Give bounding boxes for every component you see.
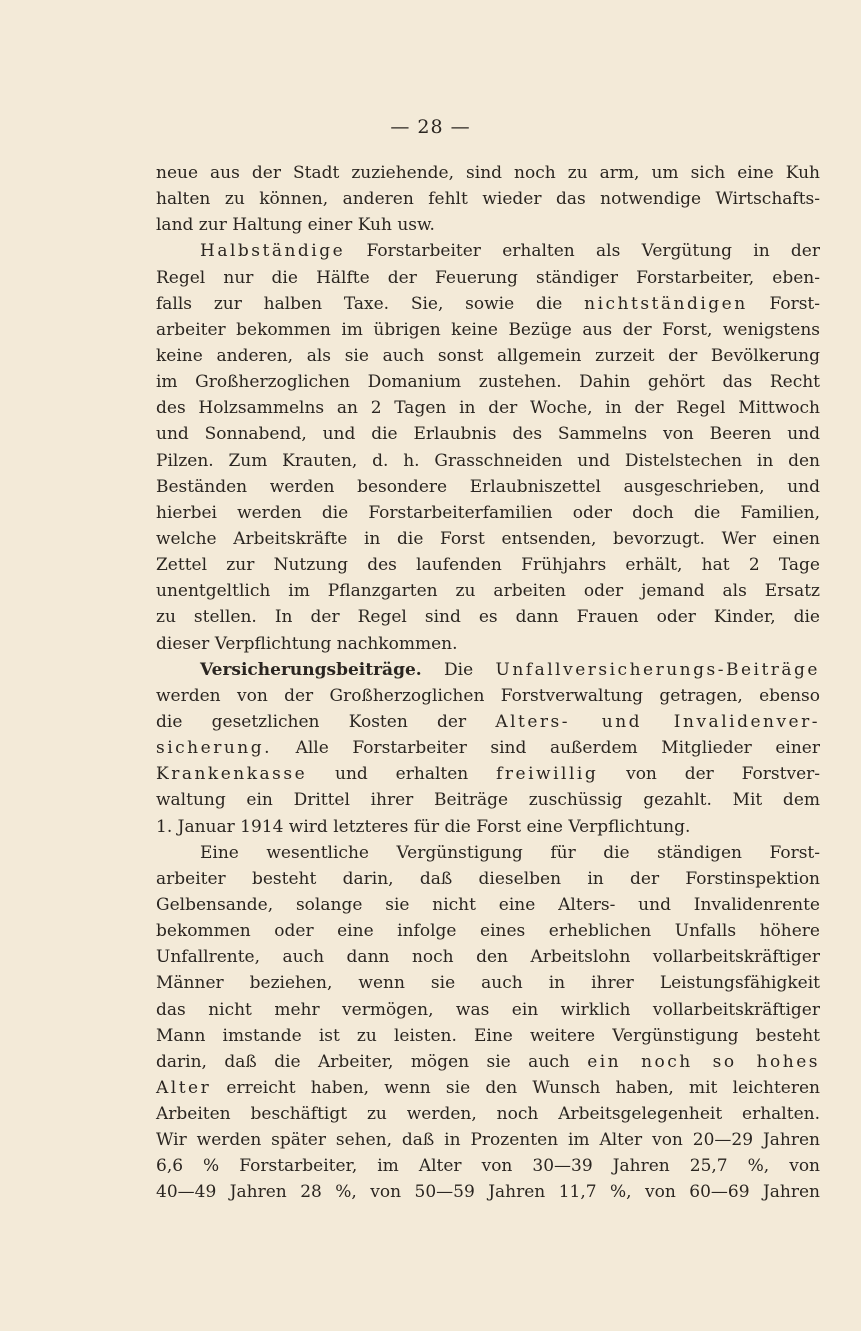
text-run: Regel nur die Hälfte der Feuerung ständiger Forstarbeiter, eben- xyxy=(156,267,820,288)
text-run: Pilzen. Zum Krauten, d. h. Grasschneiden und Distelstechen in den xyxy=(156,450,820,471)
text-line xyxy=(156,474,820,500)
text-line xyxy=(156,787,820,813)
text-run: bekommen oder eine infolge eines erheblichen Unfalls höhere xyxy=(156,921,820,942)
text-line xyxy=(156,1075,820,1101)
text-line xyxy=(156,578,820,604)
text-line xyxy=(156,604,820,630)
text-run: von der Forstver- xyxy=(598,764,820,785)
text-run: 1. Januar 1914 wird letzteres für die Forst eine Verpflichtung. xyxy=(156,816,691,837)
text-line xyxy=(156,186,820,212)
text-line xyxy=(156,840,820,866)
body-text xyxy=(156,160,820,1206)
text-run: Gelbensande, solange sie nicht eine Alters- und Invalidenrente xyxy=(156,894,820,915)
text-line xyxy=(156,448,820,474)
text-run: hierbei werden die Forstarbeiterfamilien oder doch die Familien, xyxy=(156,502,820,523)
text-line xyxy=(156,709,820,735)
text-run: zu stellen. In der Regel sind es dann Frauen oder Kinder, die xyxy=(156,607,820,628)
text-run: Arbeiten beschäftigt zu werden, noch Arbeitsgelegenheit erhalten. xyxy=(156,1104,820,1125)
text-run: und erhalten xyxy=(307,764,497,785)
text-run: Forst- xyxy=(747,293,821,314)
spaced-emphasis: Krankenkasse xyxy=(156,764,308,785)
text-line xyxy=(156,657,820,683)
run-in-heading: Versicherungsbeiträge. xyxy=(200,659,422,680)
text-line xyxy=(156,944,820,970)
text-run: die gesetzlichen Kosten der xyxy=(156,711,496,732)
text-run: Wir werden später sehen, daß in Prozenten im Alter von 20—29 Jahren xyxy=(156,1130,820,1151)
text-line xyxy=(156,970,820,996)
text-line xyxy=(156,317,820,343)
text-run: Eine wesentliche Vergünstigung für die ständigen Forst- xyxy=(200,842,820,863)
text-run: des Holzsammelns an 2 Tagen in der Woche, in der Regel Mittwoch xyxy=(156,398,820,419)
text-run: 6,6 % Forstarbeiter, im Alter von 30—39 Jahren 25,7 %, von xyxy=(156,1156,820,1177)
text-run: Zettel zur Nutzung des laufenden Frühjahrs erhält, hat 2 Tage xyxy=(156,555,820,576)
page-number: — 28 — xyxy=(390,116,471,138)
text-line xyxy=(156,631,820,657)
text-line xyxy=(156,1127,820,1153)
text-run: Forstarbeiter erhalten als Vergütung in der xyxy=(345,241,820,262)
text-line xyxy=(156,500,820,526)
text-line xyxy=(156,1179,820,1205)
spaced-emphasis: freiwillig xyxy=(496,764,599,785)
text-line xyxy=(156,421,820,447)
text-line xyxy=(156,212,820,238)
text-run: Die xyxy=(421,659,496,680)
text-run: darin, daß die Arbeiter, mögen sie auch xyxy=(156,1051,588,1072)
text-line xyxy=(156,1023,820,1049)
text-run: arbeiter besteht darin, daß dieselben in der Forstinspektion xyxy=(156,868,820,889)
text-run: und Sonnabend, und die Erlaubnis des Sammelns von Beeren und xyxy=(156,424,820,445)
text-line xyxy=(156,291,820,317)
text-run: Männer beziehen, wenn sie auch in ihrer Leistungsfähigkeit xyxy=(156,973,820,994)
text-line xyxy=(156,761,820,787)
text-line xyxy=(156,369,820,395)
spaced-emphasis: Unfallversicherungs-Beiträge xyxy=(495,659,820,680)
text-run: land zur Haltung einer Kuh usw. xyxy=(156,215,435,236)
text-run: halten zu können, anderen fehlt wieder das notwendige Wirtschafts- xyxy=(156,189,820,210)
text-line xyxy=(156,238,820,264)
text-run: werden von der Großherzoglichen Forstverwaltung getragen, ebenso xyxy=(156,685,820,706)
text-run: waltung ein Drittel ihrer Beiträge zuschüssig gezahlt. Mit dem xyxy=(156,790,820,811)
spaced-emphasis: Alter xyxy=(156,1077,212,1098)
text-line xyxy=(156,683,820,709)
text-run: dieser Verpflichtung nachkommen. xyxy=(156,633,458,654)
text-line xyxy=(156,265,820,291)
text-line xyxy=(156,1049,820,1075)
text-line xyxy=(156,892,820,918)
spaced-emphasis: Halbständige xyxy=(200,241,346,262)
text-line xyxy=(156,160,820,186)
text-run: unentgeltlich im Pflanzgarten zu arbeiten oder jemand als Ersatz xyxy=(156,581,820,602)
text-run: keine anderen, als sie auch sonst allgemein zurzeit der Bevölkerung xyxy=(156,345,820,366)
spaced-emphasis: nichtständigen xyxy=(584,293,748,314)
text-line xyxy=(156,395,820,421)
text-run: im Großherzoglichen Domanium zustehen. Dahin gehört das Recht xyxy=(156,372,820,393)
spaced-emphasis: ein noch so hohes xyxy=(587,1051,821,1072)
text-line xyxy=(156,814,820,840)
text-line xyxy=(156,918,820,944)
text-line xyxy=(156,343,820,369)
text-run: Unfallrente, auch dann noch den Arbeitslohn vollarbeitskräftiger xyxy=(156,947,820,968)
text-line xyxy=(156,1153,820,1179)
spaced-emphasis: sicherung. xyxy=(156,738,273,759)
text-run: 40—49 Jahren 28 %, von 50—59 Jahren 11,7 %, von 60—69 Jahren xyxy=(156,1182,820,1203)
text-run: falls zur halben Taxe. Sie, sowie die xyxy=(156,293,585,314)
text-line xyxy=(156,866,820,892)
text-run: Mann imstande ist zu leisten. Eine weitere Vergünstigung besteht xyxy=(156,1025,820,1046)
text-run: erreicht haben, wenn sie den Wunsch haben, mit leichteren xyxy=(211,1077,820,1098)
text-line xyxy=(156,997,820,1023)
text-line xyxy=(156,1101,820,1127)
spaced-emphasis: Alters- und Invalidenver- xyxy=(495,711,820,732)
text-run: arbeiter bekommen im übrigen keine Bezüge aus der Forst, wenigstens xyxy=(156,319,820,340)
text-run: Beständen werden besondere Erlaubniszettel ausgeschrieben, und xyxy=(156,476,820,497)
text-line xyxy=(156,552,820,578)
text-run: welche Arbeitskräfte in die Forst entsenden, bevorzugt. Wer einen xyxy=(156,528,820,549)
text-run: neue aus der Stadt zuziehende, sind noch zu arm, um sich eine Kuh xyxy=(156,163,820,183)
text-line xyxy=(156,735,820,761)
text-run: das nicht mehr vermögen, was ein wirklich vollarbeitskräftiger xyxy=(156,999,820,1020)
text-run: Alle Forstarbeiter sind außerdem Mitglieder einer xyxy=(272,738,820,759)
text-line xyxy=(156,526,820,552)
